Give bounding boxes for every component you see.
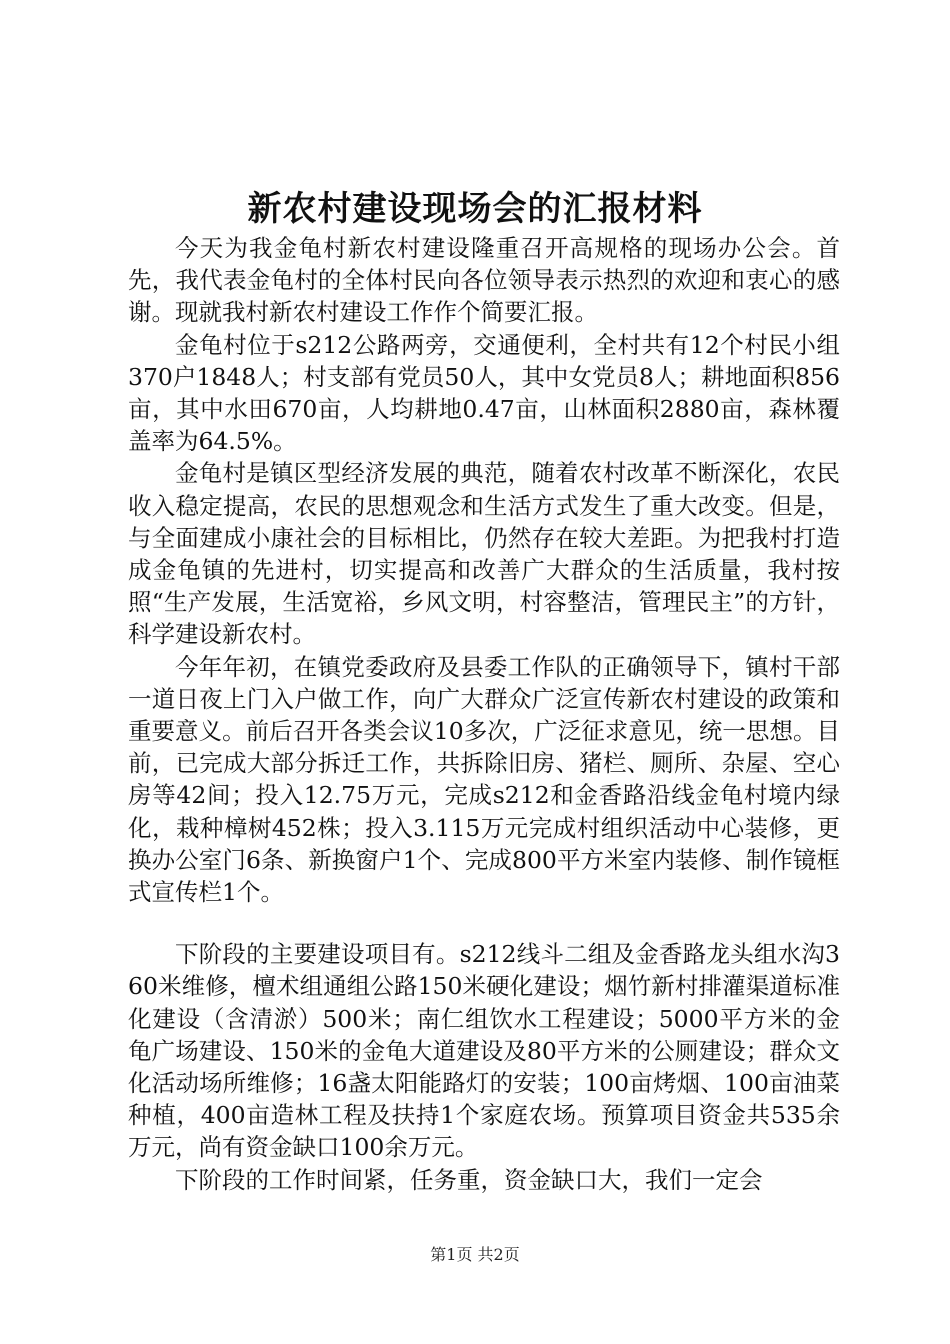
page-footer: 第1页 共2页 [430,1245,520,1264]
paragraph-next-stage: 下阶段的工作时间紧，任务重，资金缺口大，我们一定会 [175,1165,763,1194]
paragraph-next-projects: 下阶段的主要建设项目有。s212线斗二组及金香路龙头组水沟360米维修，檀术组通组公路150米硬化建设；烟竹新村排灌渠道标准化建设（含清淤）500米；南仁组饮水工程建设；5000平方米的金龟广场建设、150米的金龟大道建设及80平方米的公厕建设；群众文化活动场所维修；16盏太阳能路灯的安装；100亩烤烟、100亩油菜种植，400亩造林工程及扶持1个家庭农场。预算项目资金共535余万元，尚有资金缺口100余万元。 [128,940,840,1162]
document-title: 新农村建设现场会的汇报材料 [247,189,703,229]
paragraph-intro: 今天为我金龟村新农村建设隆重召开高规格的现场办公会。首先，我代表金龟村的全体村民向各位领导表示热烈的欢迎和衷心的感谢。现就我村新农村建设工作作个简要汇报。 [128,234,840,327]
paragraph-village-overview: 金龟村位于s212公路两旁，交通便利，全村共有12个村民小组370户1848人；村支部有党员50人，其中女党员8人；耕地面积856亩，其中水田670亩，人均耕地0.47亩，山林面积2880亩，森林覆盖率为64.5%。 [128,330,840,456]
paragraph-development-model: 金龟村是镇区型经济发展的典范，随着农村改革不断深化，农民收入稳定提高，农民的思想观念和生活方式发生了重大改变。但是，与全面建成小康社会的目标相比，仍然存在较大差距。为把我村打造成金龟镇的先进村，切实提高和改善广大群众的生活质量，我村按照“生产发展，生活宽裕，乡风文明，村容整洁，管理民主”的方针，科学建设新农村。 [128,459,840,649]
paragraph-work-progress: 今年年初，在镇党委政府及县委工作队的正确领导下，镇村干部一道日夜上门入户做工作，向广大群众广泛宣传新农村建设的政策和重要意义。前后召开各类会议10多次，广泛征求意见，统一思想。目前，已完成大部分拆迁工作，共拆除旧房、猪栏、厕所、杂屋、空心房等42间；投入12.75万元，完成s212和金香路沿线金龟村境内绿化，栽种樟树452株；投入3.115万元完成村组织活动中心装修，更换办公室门6条、新换窗户1个、完成800平方米室内装修、制作镜框式宣传栏1个。 [128,652,840,907]
document-body [128,232,840,1196]
